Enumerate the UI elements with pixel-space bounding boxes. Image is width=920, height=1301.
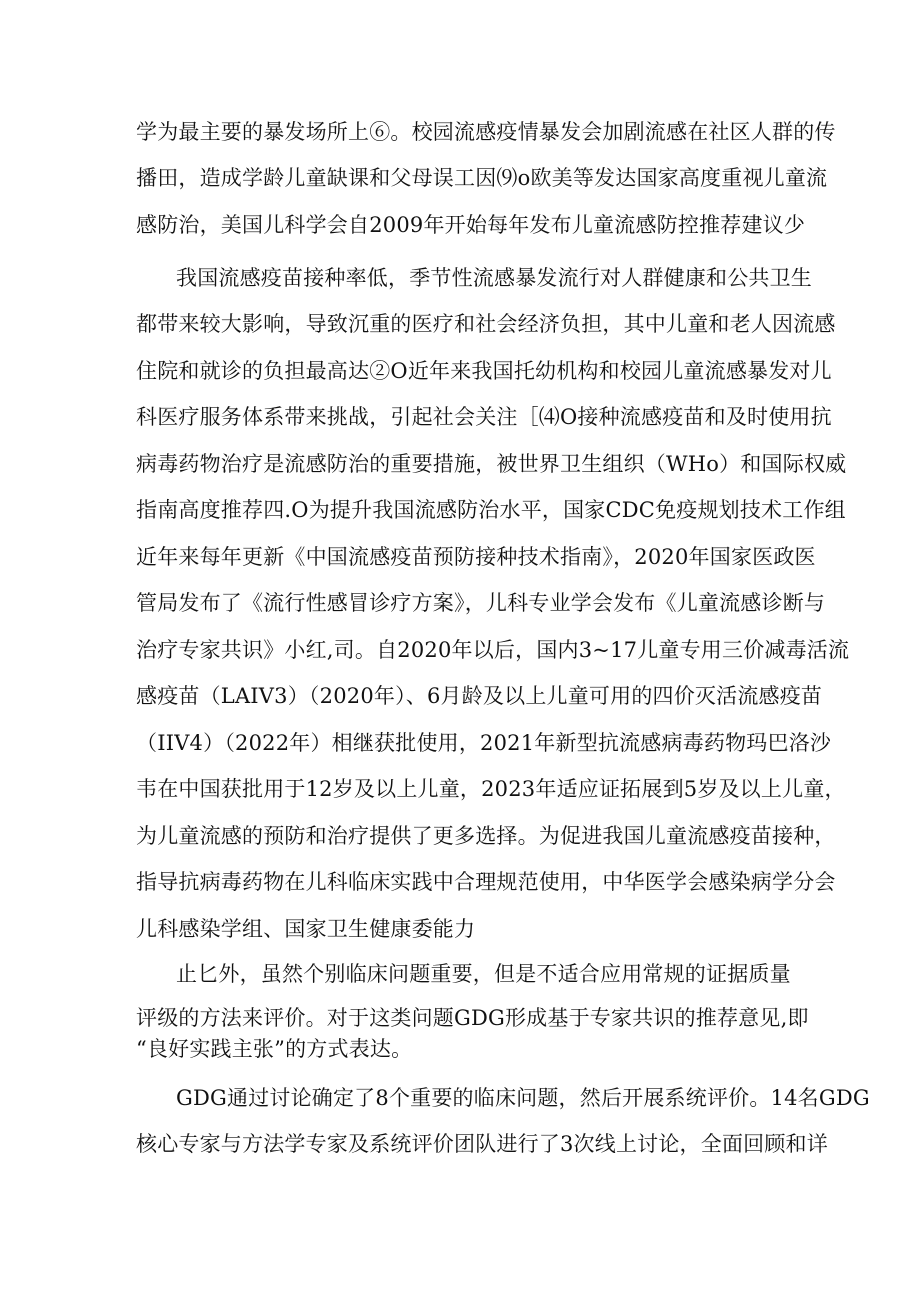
paragraph-start-line: 止匕外，虽然个别临床问题重要，但是不适合应用常规的证据质量 <box>176 962 791 986</box>
text-line: 韦在中国获批用于12岁及以上儿童，2023年适应证拓展到5岁及以上儿童， <box>136 777 846 801</box>
text-line: 指导抗病毒药物在儿科临床实践中合理规范使用，中华医学会感染病学分会 <box>136 870 836 894</box>
text-line: 治疗专家共识》小红,司。自2020年以后，国内3~17儿童专用三价减毒活流 <box>136 638 850 662</box>
text-line: 管局发布了《流行性感冒诊疗方案》，儿科专业学会发布《儿童流感诊断与 <box>136 591 826 615</box>
paragraph-start-line: GDG通过讨论确定了8个重要的临床问题，然后开展系统评价。14名GDG <box>176 1086 870 1110</box>
text-line: 指南高度推荐四.O为提升我国流感防治水平，国家CDC免疫规划技术工作组 <box>136 498 846 522</box>
text-line: 感防治，美国儿科学会自2009年开始每年发布儿童流感防控推荐建议少 <box>136 213 806 237</box>
text-line: 评级的方法来评价。对于这类问题GDG形成基于专家共识的推荐意见,即 <box>136 1006 809 1030</box>
text-line: 学为最主要的暴发场所上⑥。校园流感疫情暴发会加剧流感在社区人群的传 <box>136 120 836 144</box>
text-line: 播田，造成学龄儿童缺课和父母误工因⑼o欧美等发达国家高度重视儿童流 <box>136 166 828 190</box>
text-line: （IIV4）（2022年）相继获批使用，2021年新型抗流感病毒药物玛巴洛沙 <box>136 731 832 755</box>
paragraph-start-line: 我国流感疫苗接种率低，季节性流感暴发流行对人群健康和公共卫生 <box>176 266 812 290</box>
text-line: 住院和就诊的负担最高达②O近年来我国托幼机构和校园儿童流感暴发对儿 <box>136 359 832 383</box>
text-line: 感疫苗（LAIV3）（2020年）、6月龄及以上儿童可用的四价灭活流感疫苗 <box>136 684 823 708</box>
text-line: 病毒药物治疗是流感防治的重要措施，被世界卫生组织（WHo）和国际权威 <box>136 452 847 476</box>
text-line: 核心专家与方法学专家及系统评价团队进行了3次线上讨论，全面回顾和详 <box>136 1132 828 1156</box>
text-line: “良好实践主张”的方式表达。 <box>136 1037 413 1061</box>
text-line: 儿科感染学组、国家卫生健康委能力 <box>136 917 476 941</box>
text-line: 为儿童流感的预防和治疗提供了更多选择。为促进我国儿童流感疫苗接种， <box>136 824 836 848</box>
text-line: 科医疗服务体系带来挑战，引起社会关注［⑷O接种流感疫苗和及时使用抗 <box>136 405 832 429</box>
text-line: 近年来每年更新《中国流感疫苗预防接种技术指南》，2020年国家医政医 <box>136 545 816 569</box>
text-line: 都带来较大影响，导致沉重的医疗和社会经济负担，其中儿童和老人因流感 <box>136 312 836 336</box>
